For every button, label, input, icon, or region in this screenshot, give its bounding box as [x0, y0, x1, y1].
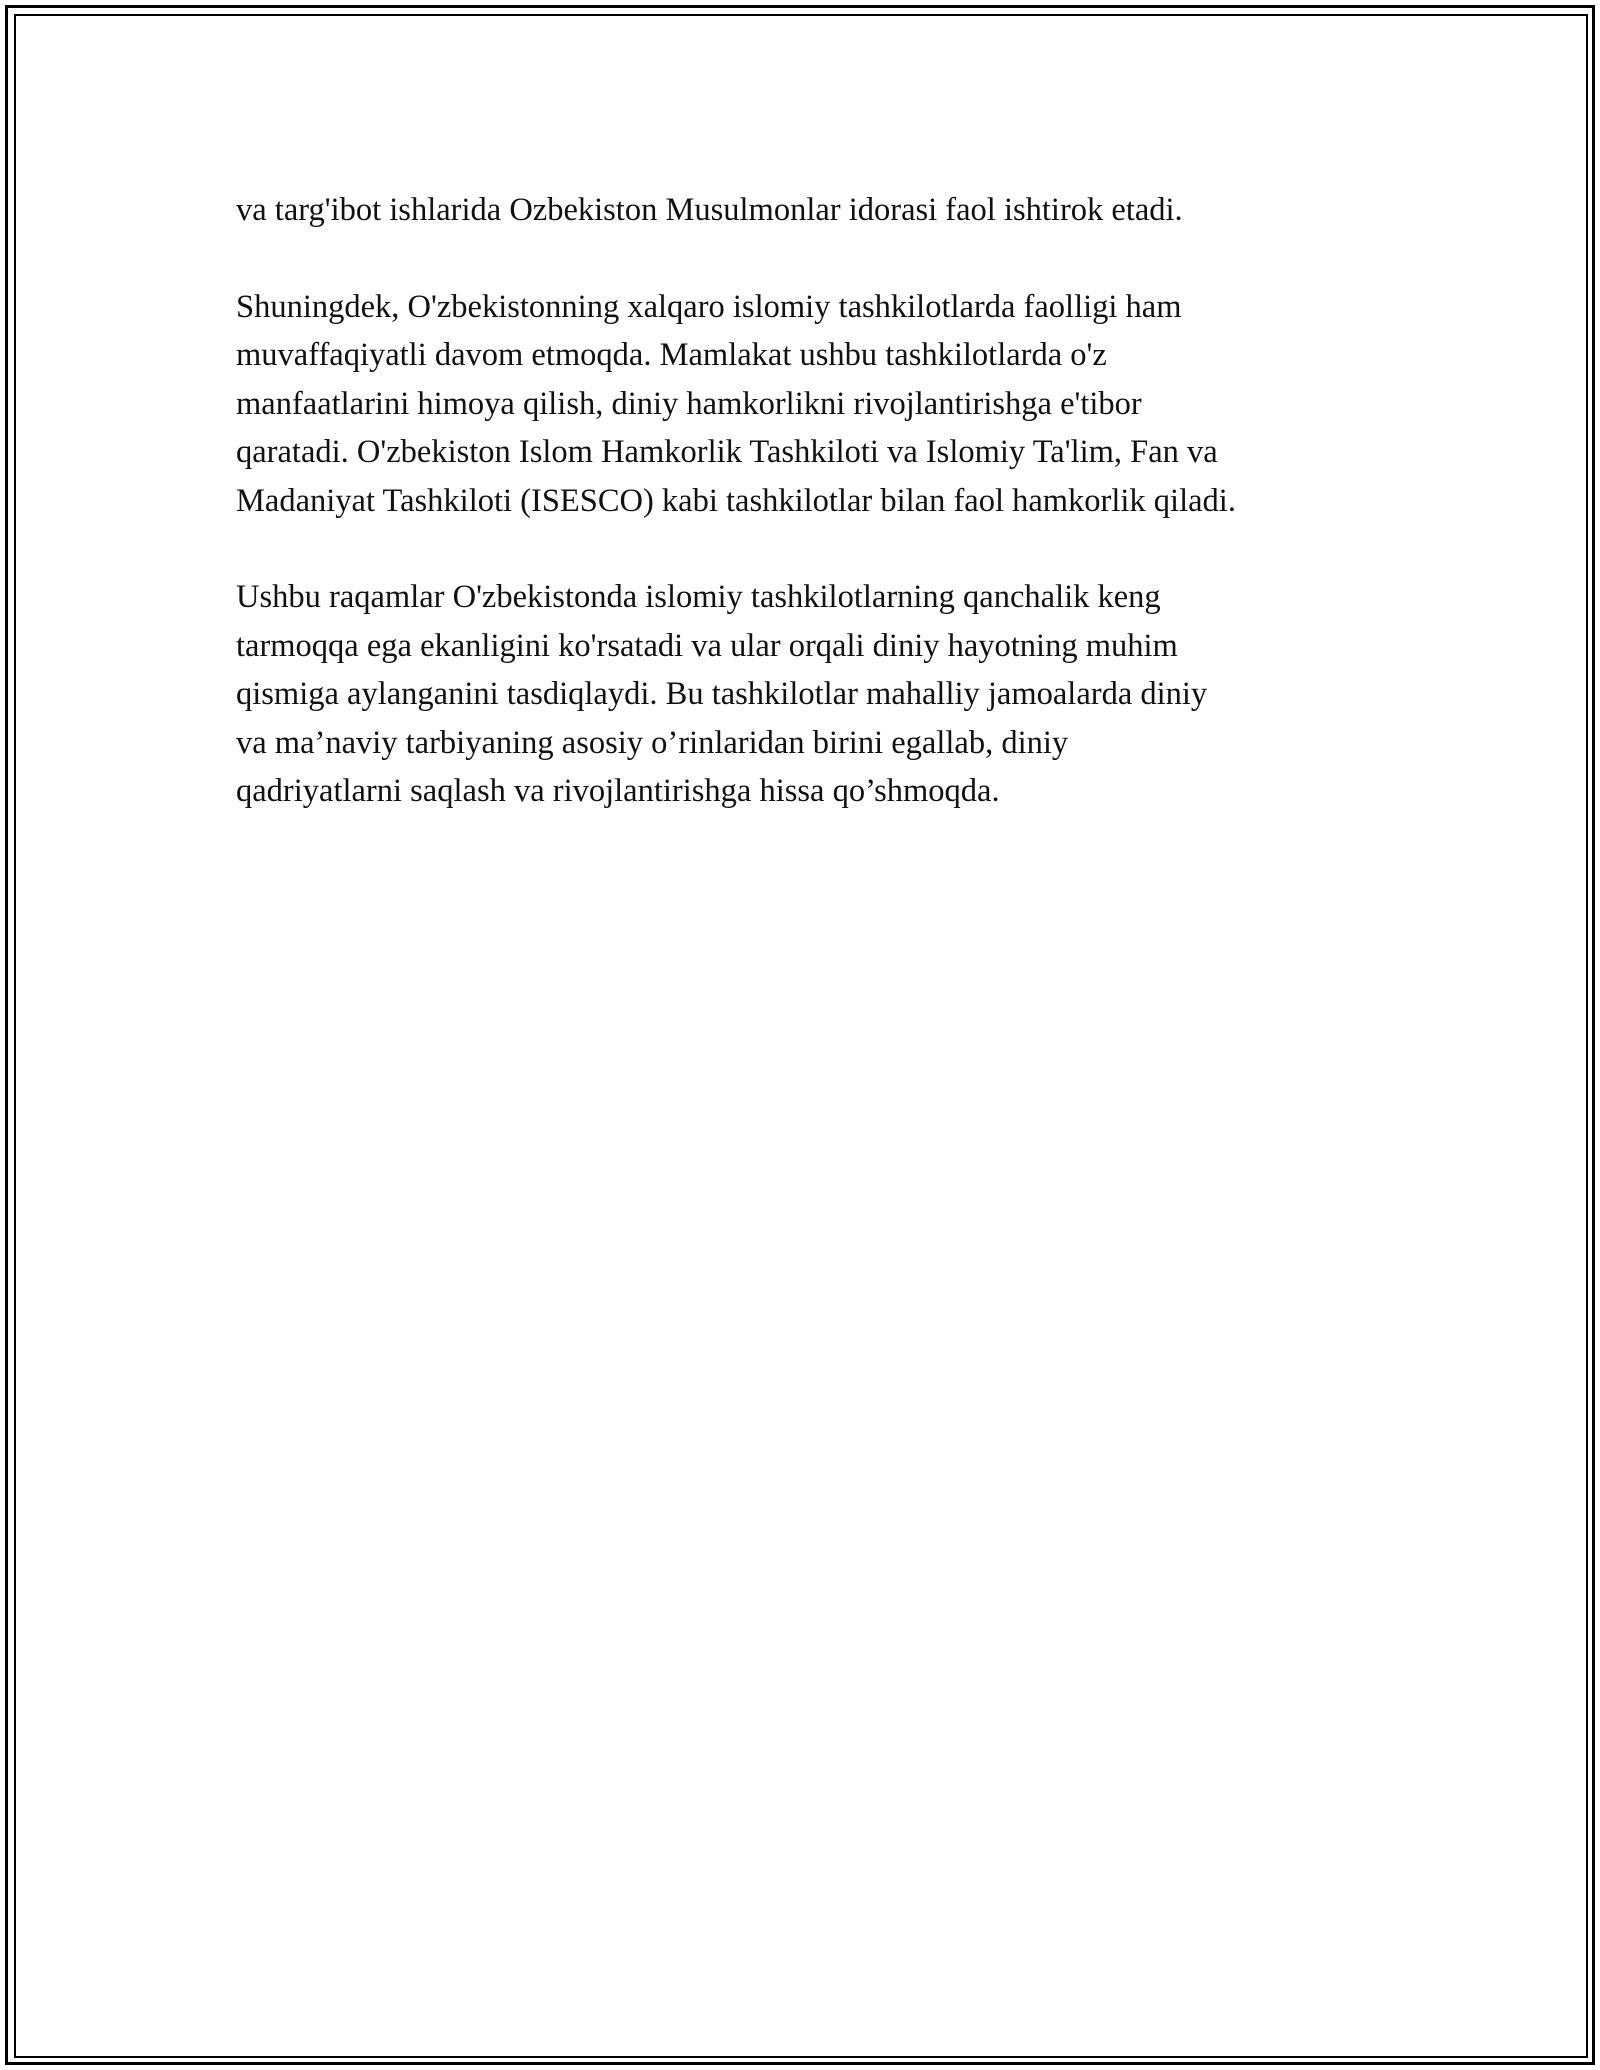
text-line: manfaatlarini himoya qilish, diniy hamkorlikni rivojlantirishga e'tibor	[236, 385, 1142, 422]
paragraph-3	[236, 573, 1386, 816]
paragraph-2	[236, 283, 1386, 526]
text-line: qismiga aylanganini tasdiqlaydi. Bu tashkilotlar mahalliy jamoalarda diniy	[236, 676, 1208, 712]
text-line: qaratadi. O'zbekiston Islom Hamkorlik Tashkiloti va Islomiy Ta'lim, Fan va	[236, 434, 1218, 470]
text-line: va targ'ibot ishlarida Ozbekiston Musulmonlar idorasi faol ishtirok etadi.	[236, 192, 1183, 228]
text-line: Ushbu raqamlar O'zbekistonda islomiy tashkilotlarning qanchalik keng	[236, 579, 1161, 615]
text-line: va ma’naviy tarbiyaning asosiy o’rinlaridan birini egallab, diniy	[236, 724, 1069, 761]
text-line: tarmoqqa ega ekanligini ko'rsatadi va ular orqali diniy hayotning muhim	[236, 627, 1178, 664]
text-line: qadriyatlarni saqlash va rivojlantirishga hissa qo’shmoqda.	[236, 773, 1000, 809]
document-body	[236, 186, 1386, 864]
text-line: Madaniyat Tashkiloti (ISESCO) kabi tashkilotlar bilan faol hamkorlik qiladi.	[236, 482, 1236, 519]
text-line: muvaffaqiyatli davom etmoqda. Mamlakat ushbu tashkilotlarda o'z	[236, 337, 1107, 373]
text-line: Shuningdek, O'zbekistonning xalqaro islomiy tashkilotlarda faolligi ham	[236, 288, 1182, 325]
paragraph-1	[236, 186, 1386, 235]
